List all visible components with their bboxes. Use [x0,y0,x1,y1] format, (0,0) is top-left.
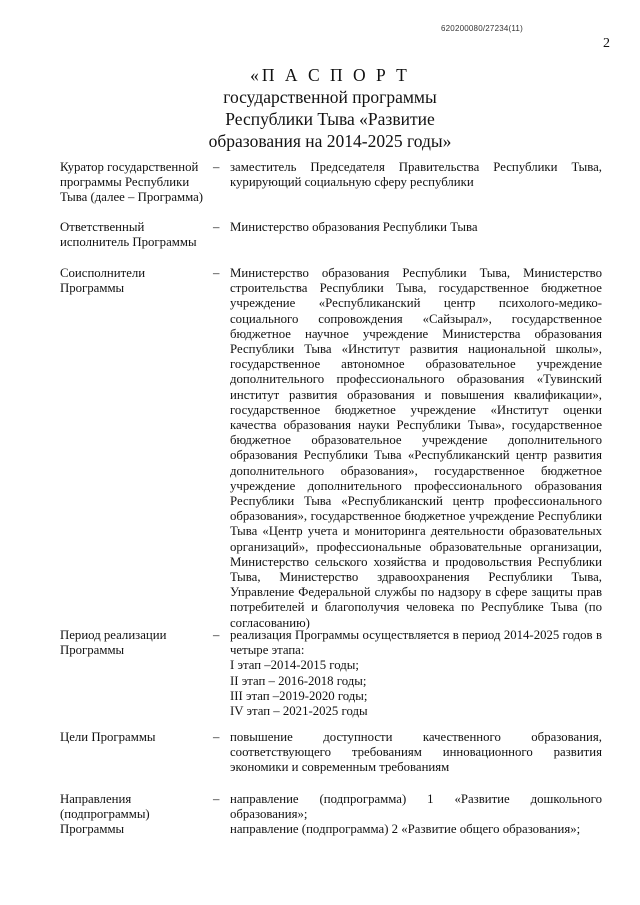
title-line-2: государственной программы [223,87,437,107]
period-line: III этап –2019-2020 годы; [230,688,368,703]
period-line: реализация Программы осуществляется в период 2014-2025 годов в четыре этапа: [230,628,602,658]
period-line: I этап –2014-2015 годы; [230,658,359,673]
title-line-4: образования на 2014-2025 годы» [208,131,452,151]
row-value: повышение доступности качественного образования, соответствующего требованиям инновационного развития экономики и современным требованиям [230,730,602,775]
direction-line: направление (подпрограмма) 1 «Развитие дошкольного образования»; [230,792,602,822]
row-dash: – [213,220,220,234]
row-value: заместитель Председателя Правительства Республики Тыва, курирующий социальную сферу республики [230,160,602,190]
row-value [230,792,602,838]
row-dash: – [213,628,220,642]
row-value: Министерство образования Республики Тыва, Министерство строительства Республики Тыва, государственное бюджетное учреждение «Республиканский центр психолого-медико-социального сопровождения «Сайзырал», государственное бюджетное научное учреждение Министерства образования Республики Тыва «Институт развития национальной школы», государственное автономное образовательное учреждение дополнительного профессионального образования «Тувинский институт развития образования и повышения квалификации», государственное бюджетное учреждение «Институт оценки качества образования науки Республики Тыва», государственное бюджетное образовательное учреждение дополнительного образования Республики Тыва «Республиканский центр развития дополнительного образования», государственное бюджетное учреждение дополнительного профессионального образования Республики Тыва «Республиканский центр профессионального образования», государственное бюджетное учреждение Республики Тыва «Центр учета и мониторинга деятельности образовательных организаций», профессиональные образовательные организации, Министерство сельского хозяйства и продовольствия Республики Тыва, Министерство здравоохранения Республики Тыва, Управление Федеральной службы по надзору в сфере защиты прав потребителей и благополучия человека по Республике Тыва (по согласованию) [230,266,602,630]
row-label: Ответственный исполнитель Программы [60,220,197,250]
row-label: Цели Программы [60,730,156,744]
row-label: Направления (подпрограммы) Программы [60,792,150,837]
row-value [230,628,602,719]
passport-title [160,64,500,152]
row-value: Министерство образования Республики Тыва [230,220,478,234]
row-label: Куратор государственной программы Республики Тыва (далее – Программа) [60,160,204,205]
row-dash: – [213,792,220,806]
row-label: Соисполнители Программы [60,266,146,296]
title-line-3: Республики Тыва «Развитие [225,109,435,129]
period-line: IV этап – 2021-2025 годы [230,704,368,719]
page-number: 2 [603,36,610,51]
row-dash: – [213,730,220,744]
document-id: 620200080/27234(11) [441,24,523,33]
row-dash: – [213,266,220,280]
row-dash: – [213,160,220,174]
row-label: Период реализации Программы [60,628,167,658]
title-line-1: «П А С П О Р Т [250,65,410,85]
period-line: II этап – 2016-2018 годы; [230,673,367,688]
direction-line: направление (подпрограмма) 2 «Развитие общего образования»; [230,822,581,837]
